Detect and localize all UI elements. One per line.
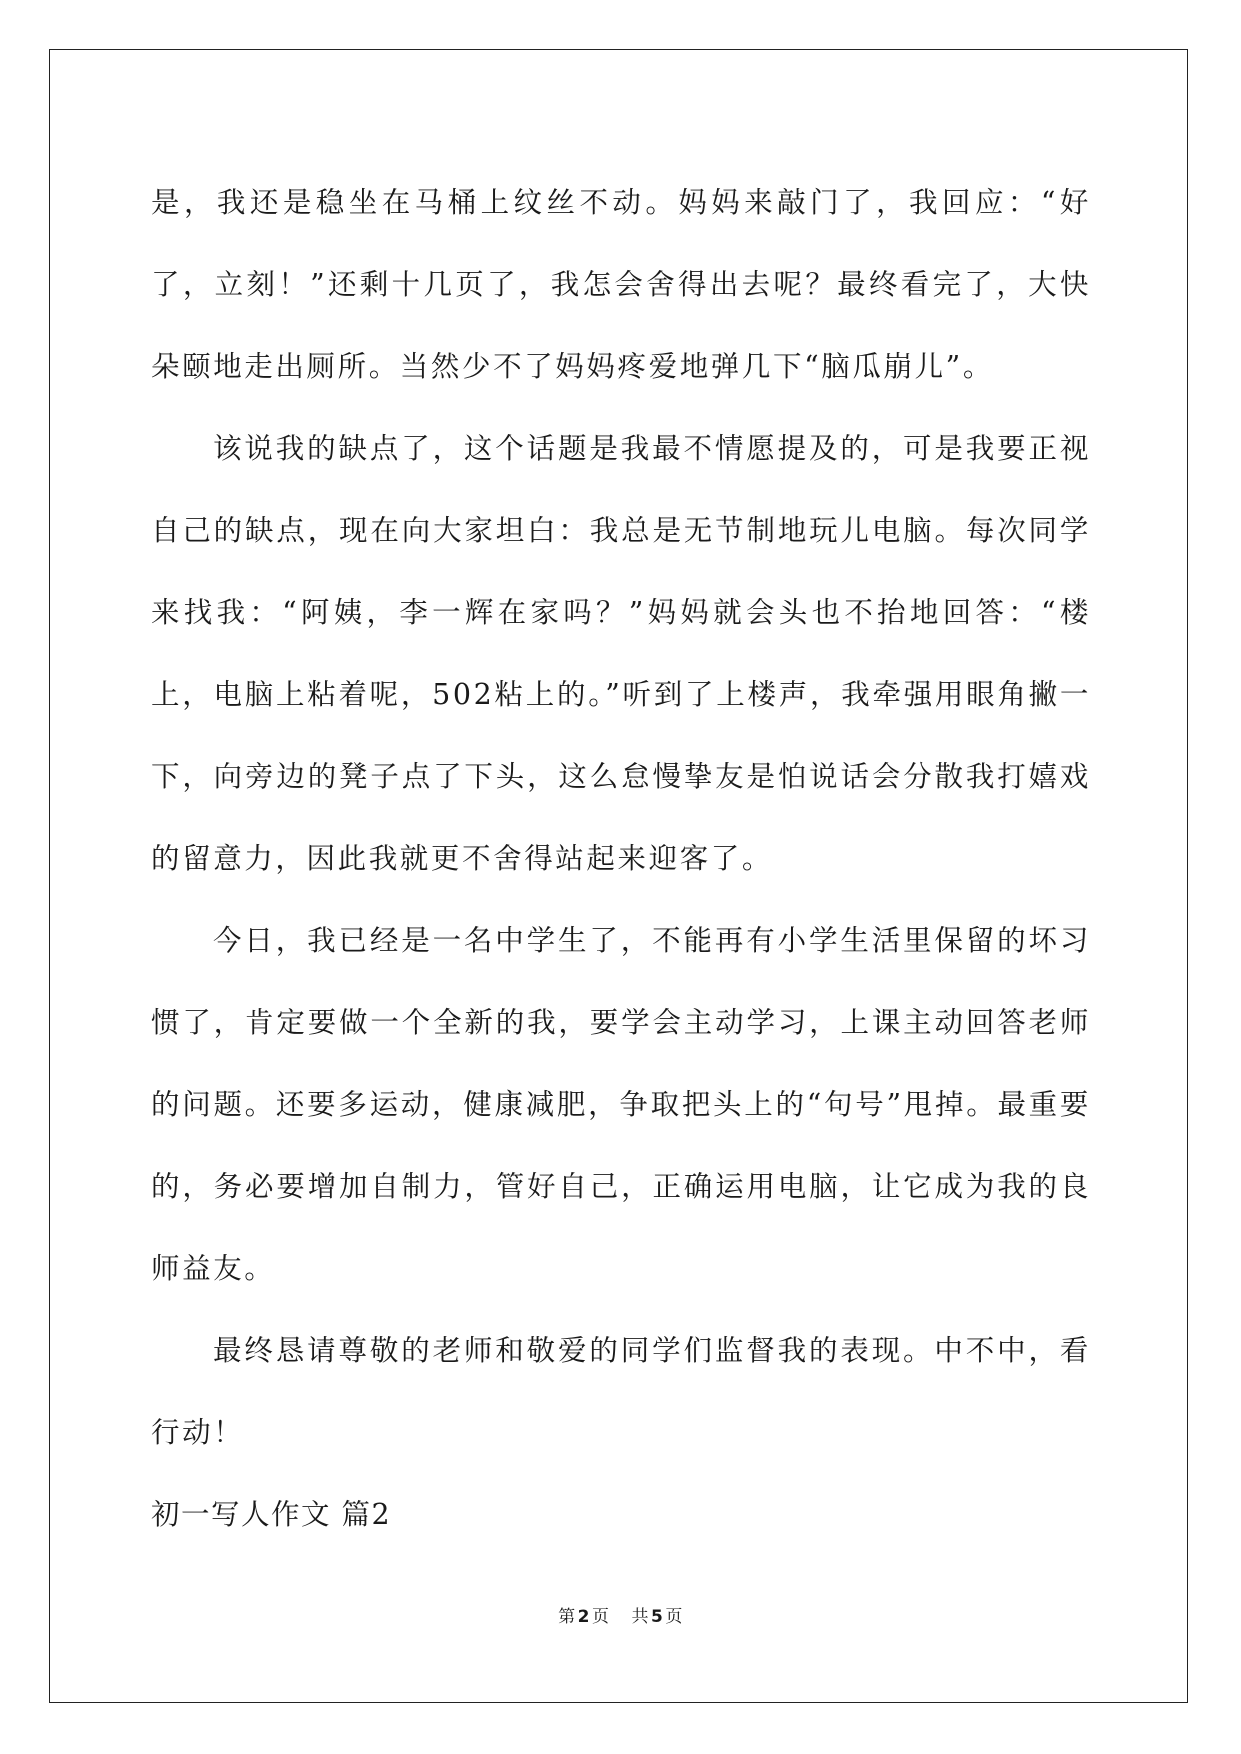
footer-total-prefix: 共	[631, 1607, 649, 1627]
section-heading: 初一写人作文 篇2	[151, 1498, 392, 1531]
footer-total-pages: 5	[651, 1607, 664, 1627]
footer-prefix: 第	[558, 1607, 576, 1627]
paragraph-continuation: 是，我还是稳坐在马桶上纹丝不动。妈妈来敲门了，我回应：“好了，立刻！”还剩十几页了，我怎会舍得出去呢？最终看完了，大快朵颐地走出厕所。当然少不了妈妈疼爱地弹几下“脑瓜崩儿”。	[151, 186, 1091, 383]
paragraph-resolution: 今日，我已经是一名中学生了，不能再有小学生活里保留的坏习惯了，肯定要做一个全新的我，要学会主动学习，上课主动回答老师的问题。还要多运动，健康减肥，争取把头上的“句号”甩掉。最重要的，务必要增加自制力，管好自己，正确运用电脑，让它成为我的良师益友。	[151, 924, 1091, 1285]
paragraph-closing: 最终恳请尊敬的老师和敬爱的同学们监督我的表现。中不中，看行动！	[151, 1334, 1091, 1449]
footer-page-word: 页	[592, 1607, 610, 1627]
page-footer	[0, 1602, 1241, 1627]
paragraph-shortcomings: 该说我的缺点了，这个话题是我最不情愿提及的，可是我要正视自己的缺点，现在向大家坦白：我总是无节制地玩儿电脑。每次同学来找我：“阿姨，李一辉在家吗？”妈妈就会头也不抬地回答：“楼上，电脑上粘着呢，502粘上的。”听到了上楼声，我牵强用眼角撇一下，向旁边的凳子点了下头，这么怠慢挚友是怕说话会分散我打嬉戏的留意力，因此我就更不舍得站起来迎客了。	[151, 432, 1091, 875]
footer-suffix: 页	[665, 1607, 683, 1627]
document-body	[151, 162, 1091, 1556]
footer-current-page: 2	[577, 1607, 590, 1627]
